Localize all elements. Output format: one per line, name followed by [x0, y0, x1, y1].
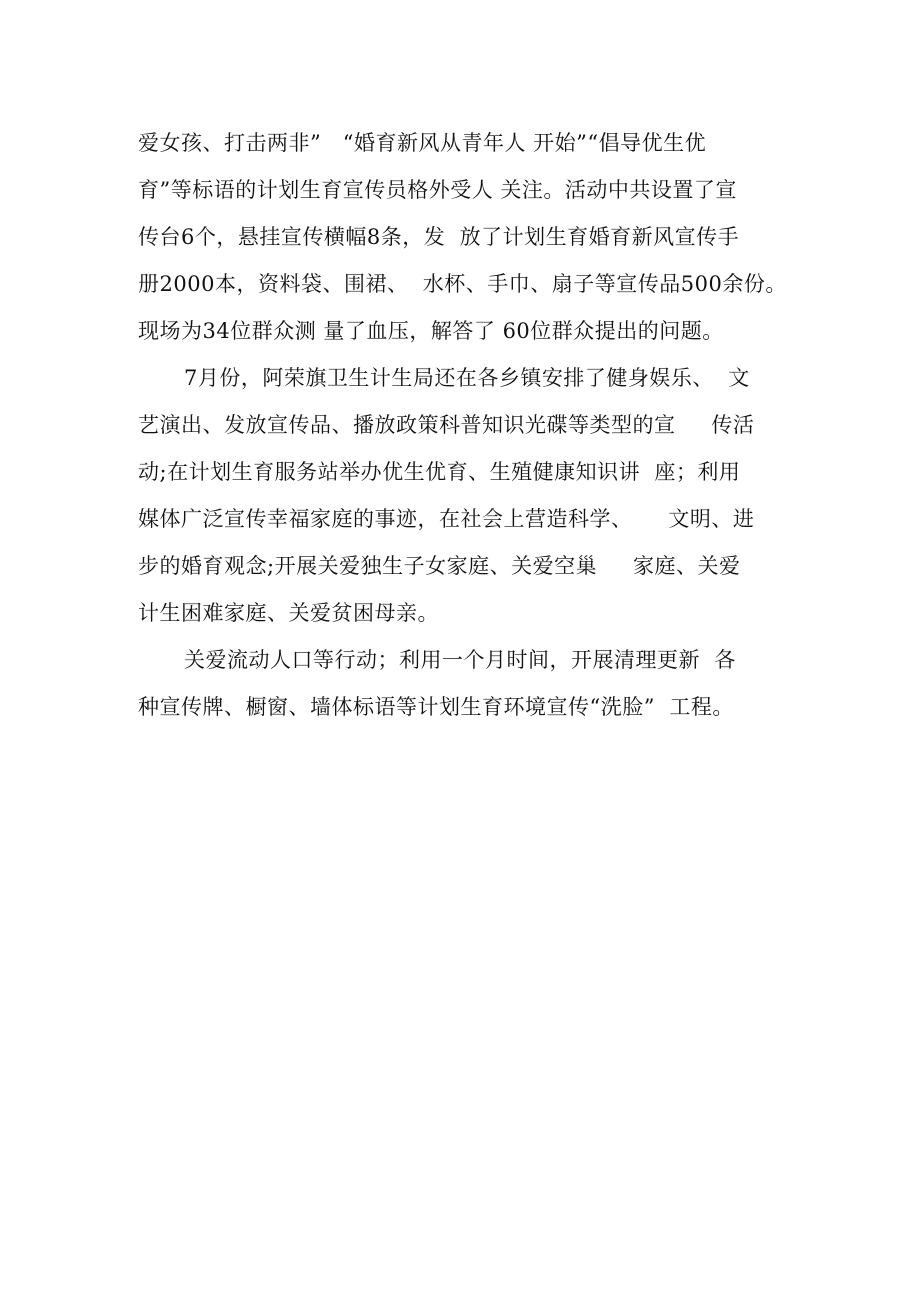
text-line: 步的婚育观念;开展关爱独生子女家庭、关爱空巢 家庭、关爱: [138, 554, 741, 578]
text-line: 册2000本，资料袋、围裙、 水杯、手巾、扇子等宣传品500余份。: [138, 272, 787, 296]
text-line: 计生困难家庭、关爱贫困母亲。: [138, 601, 439, 625]
text-line: 育”等标语的计划生育宣传员格外受人 关注。活动中共设置了宣: [138, 178, 737, 202]
text-line: 艺演出、发放宣传品、播放政策科普知识光碟等类型的宣 传活: [138, 413, 755, 437]
text-line: 现场为34位群众测 量了血压，解答了 60位群众提出的问题。: [138, 319, 724, 343]
body-text: [138, 120, 818, 731]
paragraph-start-line: 7月份，阿荣旗卫生计生局还在各乡镇安排了健身娱乐、 文: [184, 366, 750, 390]
text-line: 媒体广泛宣传幸福家庭的事迹，在社会上营造科学、 文明、进: [138, 507, 755, 531]
paragraph-start-line: 关爱流动人口等行动；利用一个月时间，开展清理更新 各: [184, 648, 736, 672]
text-line: 爱女孩、打击两非” “婚育新风从青年人 开始”“倡导优生优: [138, 131, 707, 155]
text-line: 动;在计划生育服务站举办优生优育、生殖健康知识讲 座；利用: [138, 460, 741, 484]
text-line: 种宣传牌、橱窗、墙体标语等计划生育环境宣传“洗脸” 工程。: [138, 695, 734, 719]
text-line: 传台6个，悬挂宣传横幅8条，发 放了计划生育婚育新风宣传手: [138, 225, 740, 249]
